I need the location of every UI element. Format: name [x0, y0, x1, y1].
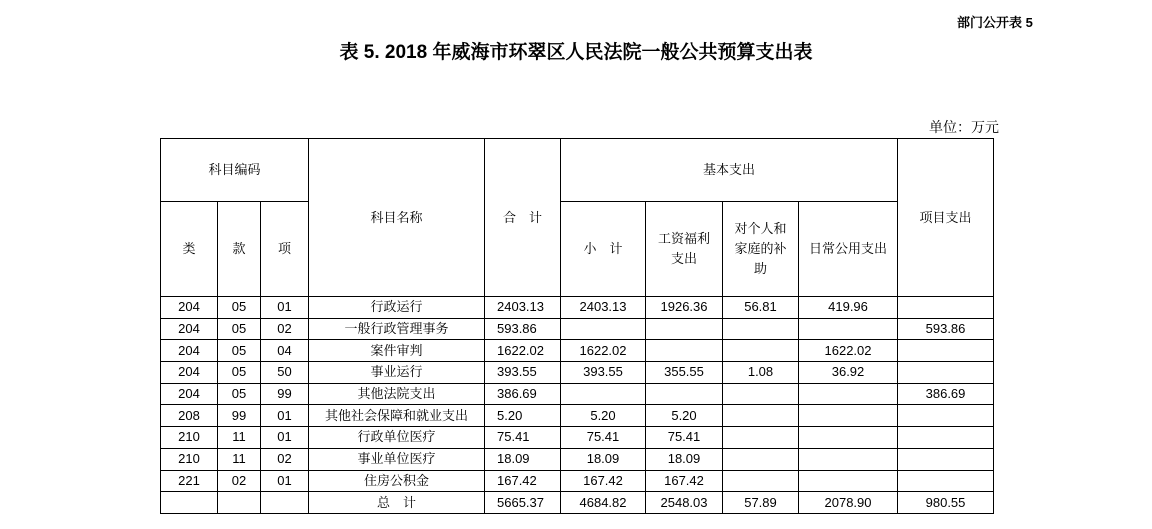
cell-total: 2403.13	[485, 297, 561, 319]
header-lei: 类	[161, 202, 218, 297]
header-kuan: 款	[218, 202, 261, 297]
cell-kuan: 99	[218, 405, 261, 427]
cell-name: 一般行政管理事务	[309, 318, 485, 340]
header-public: 日常公用支出	[799, 202, 898, 297]
cell-total: 393.55	[485, 362, 561, 384]
table-number-label: 部门公开表 5	[957, 15, 1033, 30]
cell-public	[799, 318, 898, 340]
table-row	[161, 362, 994, 384]
cell-subtotal: 393.55	[561, 362, 646, 384]
cell-lei: 204	[161, 340, 218, 362]
budget-expenditure-table	[160, 138, 994, 514]
cell-kuan: 11	[218, 427, 261, 449]
cell-kuan: 05	[218, 340, 261, 362]
cell-subtotal: 5.20	[561, 405, 646, 427]
total-cell-public: 2078.90	[799, 492, 898, 514]
cell-kuan: 05	[218, 383, 261, 405]
header-project: 项目支出	[898, 139, 994, 297]
cell-name: 其他社会保障和就业支出	[309, 405, 485, 427]
table-row	[161, 340, 994, 362]
header-basic-group: 基本支出	[561, 139, 898, 202]
table-row	[161, 383, 994, 405]
header-salary-cell	[646, 202, 723, 297]
cell-xiang: 99	[261, 383, 309, 405]
cell-project	[898, 427, 994, 449]
cell-salary	[646, 340, 723, 362]
cell-lei: 210	[161, 427, 218, 449]
cell-public	[799, 383, 898, 405]
cell-public	[799, 448, 898, 470]
cell-project	[898, 340, 994, 362]
cell-project: 386.69	[898, 383, 994, 405]
cell-project: 593.86	[898, 318, 994, 340]
cell-project	[898, 470, 994, 492]
cell-salary: 355.55	[646, 362, 723, 384]
cell-salary: 5.20	[646, 405, 723, 427]
cell-salary: 1926.36	[646, 297, 723, 319]
total-cell-total: 5665.37	[485, 492, 561, 514]
header-subtotal: 小 计	[561, 202, 646, 297]
unit-label: 单位：万元	[929, 119, 999, 135]
cell-name: 住房公积金	[309, 470, 485, 492]
total-label: 总 计	[309, 492, 485, 514]
table-row	[161, 318, 994, 340]
cell-kuan: 11	[218, 448, 261, 470]
total-row	[161, 492, 994, 514]
cell-lei: 204	[161, 297, 218, 319]
total-cell-subsidy: 57.89	[723, 492, 799, 514]
cell-xiang: 01	[261, 405, 309, 427]
cell-name: 行政运行	[309, 297, 485, 319]
table-row	[161, 470, 994, 492]
cell-salary	[646, 318, 723, 340]
header-total: 合 计	[485, 139, 561, 297]
cell-subsidy	[723, 405, 799, 427]
cell-salary: 75.41	[646, 427, 723, 449]
total-cell-salary: 2548.03	[646, 492, 723, 514]
cell-name: 事业单位医疗	[309, 448, 485, 470]
cell-lei: 221	[161, 470, 218, 492]
cell-project	[898, 362, 994, 384]
cell-subsidy	[723, 470, 799, 492]
cell-xiang: 01	[261, 470, 309, 492]
total-cell-project: 980.55	[898, 492, 994, 514]
cell-lei: 210	[161, 448, 218, 470]
cell-total: 386.69	[485, 383, 561, 405]
header-salary: 工资福利支出	[657, 231, 710, 266]
cell-subtotal	[561, 318, 646, 340]
table-row	[161, 297, 994, 319]
cell-subsidy: 1.08	[723, 362, 799, 384]
cell-lei: 208	[161, 405, 218, 427]
cell-total: 18.09	[485, 448, 561, 470]
cell-subtotal: 18.09	[561, 448, 646, 470]
header-name: 科目名称	[309, 139, 485, 297]
table-row	[161, 405, 994, 427]
cell-subsidy	[723, 340, 799, 362]
cell-subsidy: 56.81	[723, 297, 799, 319]
cell-name: 事业运行	[309, 362, 485, 384]
cell-public	[799, 405, 898, 427]
cell-subsidy	[723, 448, 799, 470]
cell-public: 419.96	[799, 297, 898, 319]
cell-xiang: 01	[261, 297, 309, 319]
table-body	[161, 297, 994, 492]
cell-xiang: 04	[261, 340, 309, 362]
cell-kuan: 02	[218, 470, 261, 492]
total-cell-lei	[161, 492, 218, 514]
cell-lei: 204	[161, 362, 218, 384]
cell-salary: 18.09	[646, 448, 723, 470]
header-row-2	[161, 202, 994, 297]
cell-subtotal	[561, 383, 646, 405]
cell-salary	[646, 383, 723, 405]
cell-name: 行政单位医疗	[309, 427, 485, 449]
cell-total: 75.41	[485, 427, 561, 449]
total-cell-kuan	[218, 492, 261, 514]
cell-xiang: 02	[261, 318, 309, 340]
cell-name: 案件审判	[309, 340, 485, 362]
header-code-group: 科目编码	[161, 139, 309, 202]
cell-kuan: 05	[218, 362, 261, 384]
cell-subtotal: 2403.13	[561, 297, 646, 319]
cell-lei: 204	[161, 383, 218, 405]
header-row-1	[161, 139, 994, 202]
cell-subsidy	[723, 427, 799, 449]
cell-subtotal: 75.41	[561, 427, 646, 449]
cell-total: 593.86	[485, 318, 561, 340]
cell-total: 167.42	[485, 470, 561, 492]
table-row	[161, 427, 994, 449]
header-subsidy-cell	[723, 202, 799, 297]
cell-subsidy	[723, 383, 799, 405]
cell-xiang: 01	[261, 427, 309, 449]
cell-public	[799, 470, 898, 492]
page-title: 表 5. 2018 年威海市环翠区人民法院一般公共预算支出表	[339, 42, 813, 63]
header-subsidy: 对个人和家庭的补助	[734, 221, 787, 276]
cell-project	[898, 405, 994, 427]
cell-xiang: 50	[261, 362, 309, 384]
cell-salary: 167.42	[646, 470, 723, 492]
cell-name: 其他法院支出	[309, 383, 485, 405]
total-cell-subtotal: 4684.82	[561, 492, 646, 514]
table-row	[161, 448, 994, 470]
cell-subtotal: 167.42	[561, 470, 646, 492]
cell-subsidy	[723, 318, 799, 340]
cell-total: 1622.02	[485, 340, 561, 362]
total-cell-xiang	[261, 492, 309, 514]
cell-xiang: 02	[261, 448, 309, 470]
cell-project	[898, 297, 994, 319]
cell-kuan: 05	[218, 318, 261, 340]
cell-public: 36.92	[799, 362, 898, 384]
header-xiang: 项	[261, 202, 309, 297]
cell-total: 5.20	[485, 405, 561, 427]
cell-lei: 204	[161, 318, 218, 340]
cell-subtotal: 1622.02	[561, 340, 646, 362]
cell-public: 1622.02	[799, 340, 898, 362]
cell-kuan: 05	[218, 297, 261, 319]
cell-public	[799, 427, 898, 449]
cell-project	[898, 448, 994, 470]
